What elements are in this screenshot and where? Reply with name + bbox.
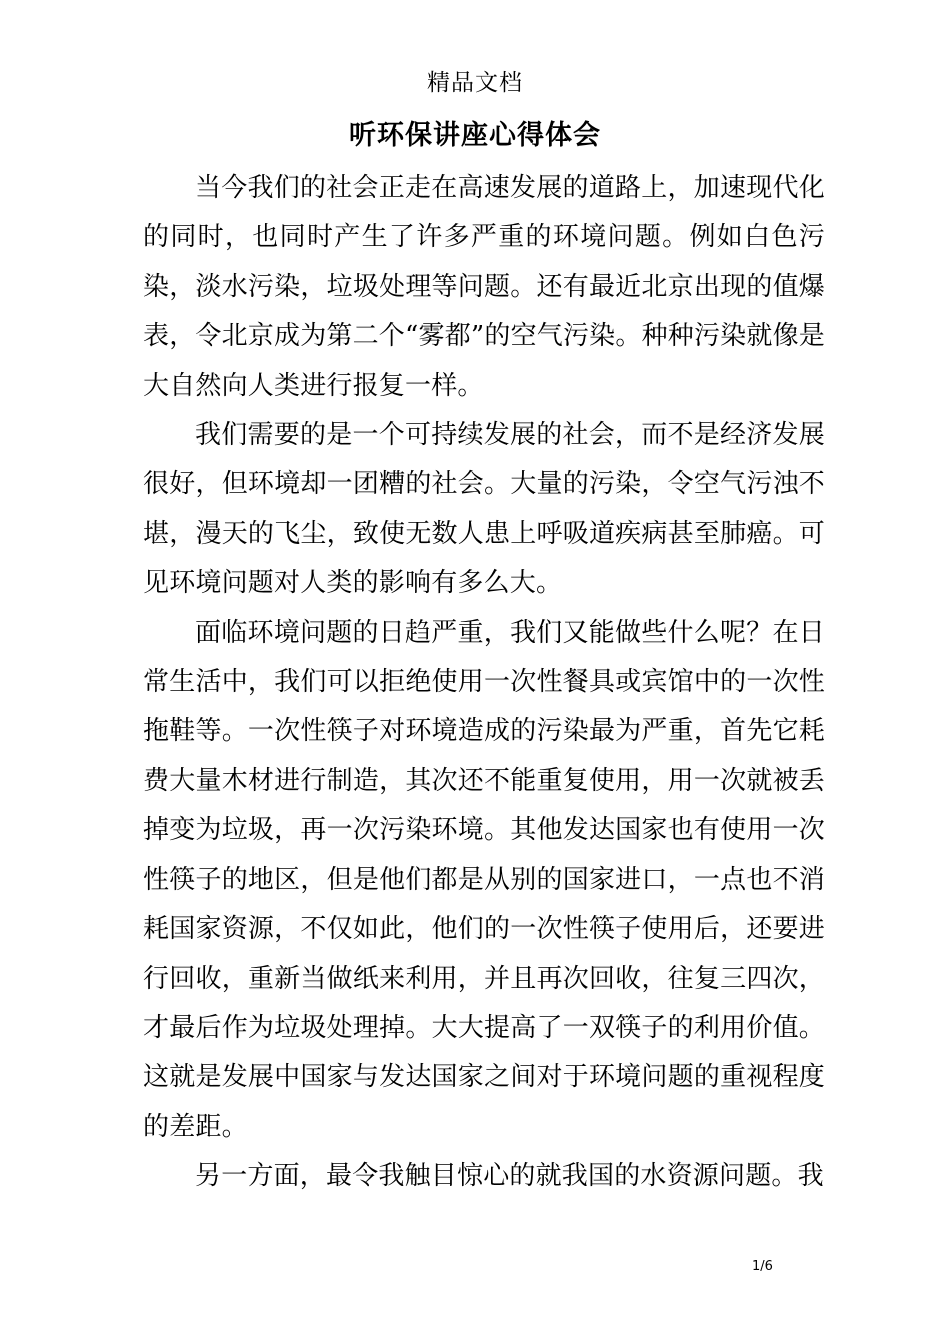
document-title: 听环保讲座心得体会 xyxy=(349,120,601,151)
paragraph: 我们需要的是一个可持续发展的社会，而不是经济发展很好，但环境却一团糟的社会。大量的污染，令空气污浊不堪，漫天的飞尘，致使无数人患上呼吸道疾病甚至肺癌。可见环境问题对人类的影响有多么大。 xyxy=(143,420,825,599)
paragraph: 另一方面，最令我触目惊心的就我国的水资源问题。我 xyxy=(195,1161,824,1192)
paragraph: 当今我们的社会正走在高速发展的道路上，加速现代化的同时，也同时产生了许多严重的环境问题。例如白色污染，淡水污染，垃圾处理等问题。还有最近北京出现的值爆表，令北京成为第二个“雾都”的空气污染。种种污染就像是大自然向人类进行报复一样。 xyxy=(143,173,825,401)
paragraph: 面临环境问题的日趋严重，我们又能做些什么呢？在日常生活中，我们可以拒绝使用一次性餐具或宾馆中的一次性拖鞋等。一次性筷子对环境造成的污染最为严重，首先它耗费大量木材进行制造，其次还不能重复使用，用一次就被丢掉变为垃圾，再一次污染环境。其他发达国家也有使用一次性筷子的地区，但是他们都是从别的国家进口，一点也不消耗国家资源，不仅如此，他们的一次性筷子使用后，还要进行回收，重新当做纸来利用，并且再次回收，往复三四次，才最后作为垃圾处理掉。大大提高了一双筷子的利用价值。这就是发展中国家与发达国家之间对于环境问题的重视程度的差距。 xyxy=(143,617,825,1142)
page-number: 1/6 xyxy=(752,1259,773,1274)
page-header: 精品文档 xyxy=(427,70,523,96)
document-body xyxy=(143,164,825,1202)
